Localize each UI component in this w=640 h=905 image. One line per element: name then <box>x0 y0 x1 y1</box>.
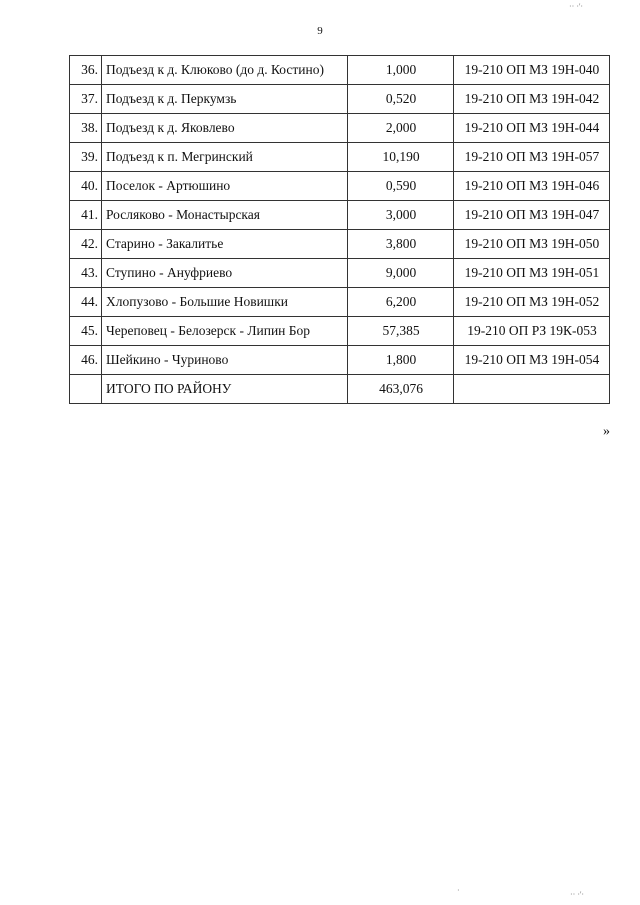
scan-mark-bottom-left: · <box>457 886 460 895</box>
table-row <box>70 85 610 114</box>
road-length: 1,000 <box>348 56 454 85</box>
road-code: 19-210 ОП МЗ 19Н-047 <box>454 201 610 230</box>
road-code: 19-210 ОП МЗ 19Н-040 <box>454 56 610 85</box>
road-name: Шейкино - Чуриново <box>102 346 348 375</box>
table-row <box>70 114 610 143</box>
road-length: 9,000 <box>348 259 454 288</box>
road-name: Старино - Закалитье <box>102 230 348 259</box>
road-name: Поселок - Артюшино <box>102 172 348 201</box>
closing-quote: » <box>603 424 610 439</box>
road-code: 19-210 ОП МЗ 19Н-044 <box>454 114 610 143</box>
scan-mark-bottom-right: ·· ·'· <box>570 890 585 899</box>
road-code: 19-210 ОП МЗ 19Н-042 <box>454 85 610 114</box>
road-length: 57,385 <box>348 317 454 346</box>
table-row <box>70 230 610 259</box>
road-code: 19-210 ОП МЗ 19Н-046 <box>454 172 610 201</box>
road-code: 19-210 ОП МЗ 19Н-057 <box>454 143 610 172</box>
road-code: 19-210 ОП МЗ 19Н-050 <box>454 230 610 259</box>
row-number: 38. <box>70 114 102 143</box>
road-name: Подъезд к д. Клюково (до д. Костино) <box>102 56 348 85</box>
row-number: 37. <box>70 85 102 114</box>
road-code: 19-210 ОП МЗ 19Н-051 <box>454 259 610 288</box>
row-number: 41. <box>70 201 102 230</box>
road-length: 10,190 <box>348 143 454 172</box>
total-row-number <box>70 375 102 404</box>
road-length: 1,800 <box>348 346 454 375</box>
row-number: 44. <box>70 288 102 317</box>
road-name: Череповец - Белозерск - Липин Бор <box>102 317 348 346</box>
table-row <box>70 143 610 172</box>
row-number: 43. <box>70 259 102 288</box>
total-code <box>454 375 610 404</box>
table-row <box>70 259 610 288</box>
road-name: Ступино - Ануфриево <box>102 259 348 288</box>
row-number: 40. <box>70 172 102 201</box>
row-number: 45. <box>70 317 102 346</box>
total-row <box>70 375 610 404</box>
row-number: 39. <box>70 143 102 172</box>
road-code: 19-210 ОП МЗ 19Н-052 <box>454 288 610 317</box>
total-length: 463,076 <box>348 375 454 404</box>
road-code: 19-210 ОП РЗ 19К-053 <box>454 317 610 346</box>
road-code: 19-210 ОП МЗ 19Н-054 <box>454 346 610 375</box>
row-number: 42. <box>70 230 102 259</box>
scan-mark-top: ·· ·'· <box>569 2 584 11</box>
row-number: 36. <box>70 56 102 85</box>
road-length: 3,000 <box>348 201 454 230</box>
page-number: 9 <box>317 25 323 37</box>
road-length: 3,800 <box>348 230 454 259</box>
road-length: 0,520 <box>348 85 454 114</box>
road-name: Подъезд к п. Мегринский <box>102 143 348 172</box>
total-label: ИТОГО ПО РАЙОНУ <box>102 375 348 404</box>
road-name: Подъезд к д. Перкумзь <box>102 85 348 114</box>
table-row <box>70 317 610 346</box>
table-row <box>70 172 610 201</box>
road-name: Подъезд к д. Яковлево <box>102 114 348 143</box>
road-name: Хлопузово - Большие Новишки <box>102 288 348 317</box>
roads-table-body <box>70 56 610 404</box>
table-row <box>70 201 610 230</box>
road-length: 0,590 <box>348 172 454 201</box>
road-name: Росляково - Монастырская <box>102 201 348 230</box>
table-row <box>70 288 610 317</box>
table-row <box>70 346 610 375</box>
roads-table <box>69 55 610 404</box>
table-row <box>70 56 610 85</box>
road-length: 2,000 <box>348 114 454 143</box>
road-length: 6,200 <box>348 288 454 317</box>
row-number: 46. <box>70 346 102 375</box>
